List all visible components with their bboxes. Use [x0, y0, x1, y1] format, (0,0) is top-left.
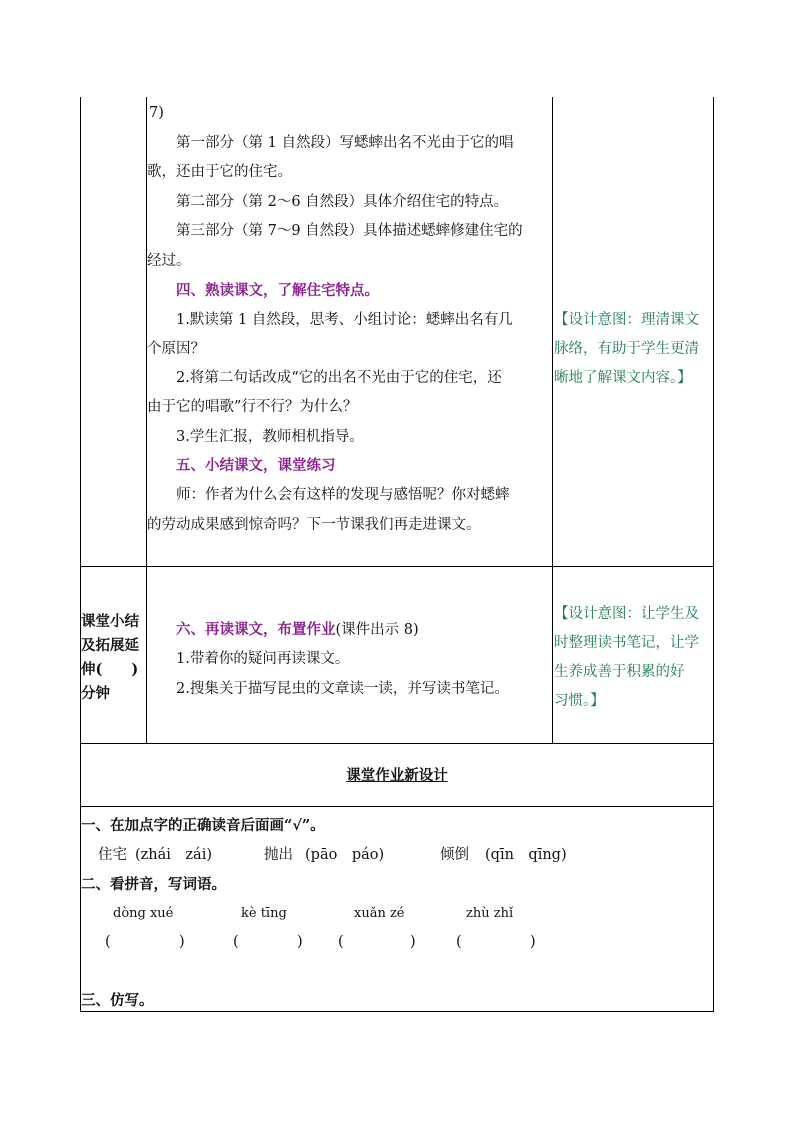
task-item: 2.搜集关于描写昆虫的文章读一读，并写读书笔记。 [176, 681, 509, 697]
question-title: 二、看拼音，写词语。 [81, 876, 226, 893]
text-line: 第一部分（第 1 自然段）写蟋蟀出名不光由于它的唱 [176, 135, 514, 151]
column-divider-2 [552, 97, 553, 743]
answer-blank-open: ( [105, 934, 111, 950]
pronunciation-item [264, 846, 384, 864]
question-text: 个原因？ [147, 341, 205, 357]
section-heading: 四、熟读课文，了解住宅特点。 [176, 282, 379, 299]
text-line: 第三部分（第 7～9 自然段）具体描述蟋蟀修建住宅的 [176, 223, 523, 239]
row-divider-2 [80, 743, 714, 744]
row-label-line: 伸( ) [81, 661, 139, 678]
row-label-line: 分钟 [81, 685, 110, 702]
teacher-text: 的劳动成果感到惊奇吗？下一节课我们再走进课文。 [147, 517, 481, 533]
design-note-line: 【设计意图：理清课文 [554, 312, 699, 328]
section-heading [176, 621, 419, 639]
design-note-line: 【设计意图：让学生及 [554, 606, 699, 622]
design-note-line: 时整理读书笔记，让学 [554, 635, 699, 651]
heading-note: (课件出示 8) [335, 622, 419, 638]
row-label-line: 课堂小结 [81, 613, 139, 630]
column-divider-1 [146, 97, 147, 743]
text-line: 7) [149, 105, 164, 121]
word: 住宅 [98, 847, 127, 863]
answer-blank-open: ( [338, 934, 344, 950]
answer-blank-open: ( [233, 934, 239, 950]
answer-blank-close: ) [530, 934, 536, 950]
design-note-line: 晰地了解课文内容。】 [554, 370, 692, 386]
question-text: 1.默读第 1 自然段，思考、小组讨论：蟋蟀出名有几 [176, 312, 513, 328]
pinyin-prompt: kè tīng [241, 906, 287, 921]
question-text: 由于它的唱歌”行不行？为什么？ [147, 399, 358, 415]
pinyin-prompt: zhù zhǐ [466, 906, 514, 921]
pinyin-options: (qīn qīng) [485, 847, 567, 863]
question-title: 三、仿写。 [81, 992, 154, 1009]
table-border-left [80, 97, 81, 1012]
teacher-text: 师：作者为什么会有这样的发现与感悟呢？你对蟋蟀 [176, 487, 510, 503]
design-note-line: 生养成善于积累的好 [554, 664, 685, 680]
question-text: 2.将第二句话改成“它的出名不光由于它的住宅，还 [176, 370, 502, 386]
table-border-bottom [80, 1011, 714, 1012]
pinyin-prompt: dòng xué [113, 906, 174, 921]
answer-blank-close: ) [410, 934, 416, 950]
text-line: 歌，还由于它的住宅。 [147, 164, 292, 180]
question-title: 一、在加点字的正确读音后面画“√”。 [81, 817, 325, 834]
word: 抛出 [264, 847, 293, 863]
text-line: 第二部分（第 2～6 自然段）具体介绍住宅的特点。 [176, 194, 509, 210]
pinyin-prompt: xuǎn zé [354, 906, 405, 921]
row-divider-1 [80, 566, 714, 567]
answer-blank-close: ) [297, 934, 303, 950]
pinyin-options: (pāo páo) [305, 847, 385, 863]
answer-blank-open: ( [456, 934, 462, 950]
row-divider-3 [80, 806, 714, 807]
word: 倾倒 [440, 847, 469, 863]
design-note-line: 脉络，有助于学生更清 [554, 341, 699, 357]
homework-title: 课堂作业新设计 [346, 767, 448, 784]
pronunciation-item [98, 846, 212, 864]
pinyin-options: (zhái zái) [135, 847, 212, 863]
row-label-line: 及拓展延 [81, 637, 139, 654]
task-item: 1.带着你的疑问再读课文。 [176, 651, 350, 667]
pronunciation-item [440, 846, 567, 864]
answer-blank-close: ) [179, 934, 185, 950]
question-text: 3.学生汇报，教师相机指导。 [176, 429, 364, 445]
heading-main: 六、再读课文，布置作业 [176, 621, 336, 638]
text-line: 经过。 [147, 253, 191, 269]
table-border-right [713, 97, 714, 1012]
design-note-line: 习惯。】 [554, 693, 605, 709]
section-heading: 五、小结课文，课堂练习 [176, 457, 336, 474]
